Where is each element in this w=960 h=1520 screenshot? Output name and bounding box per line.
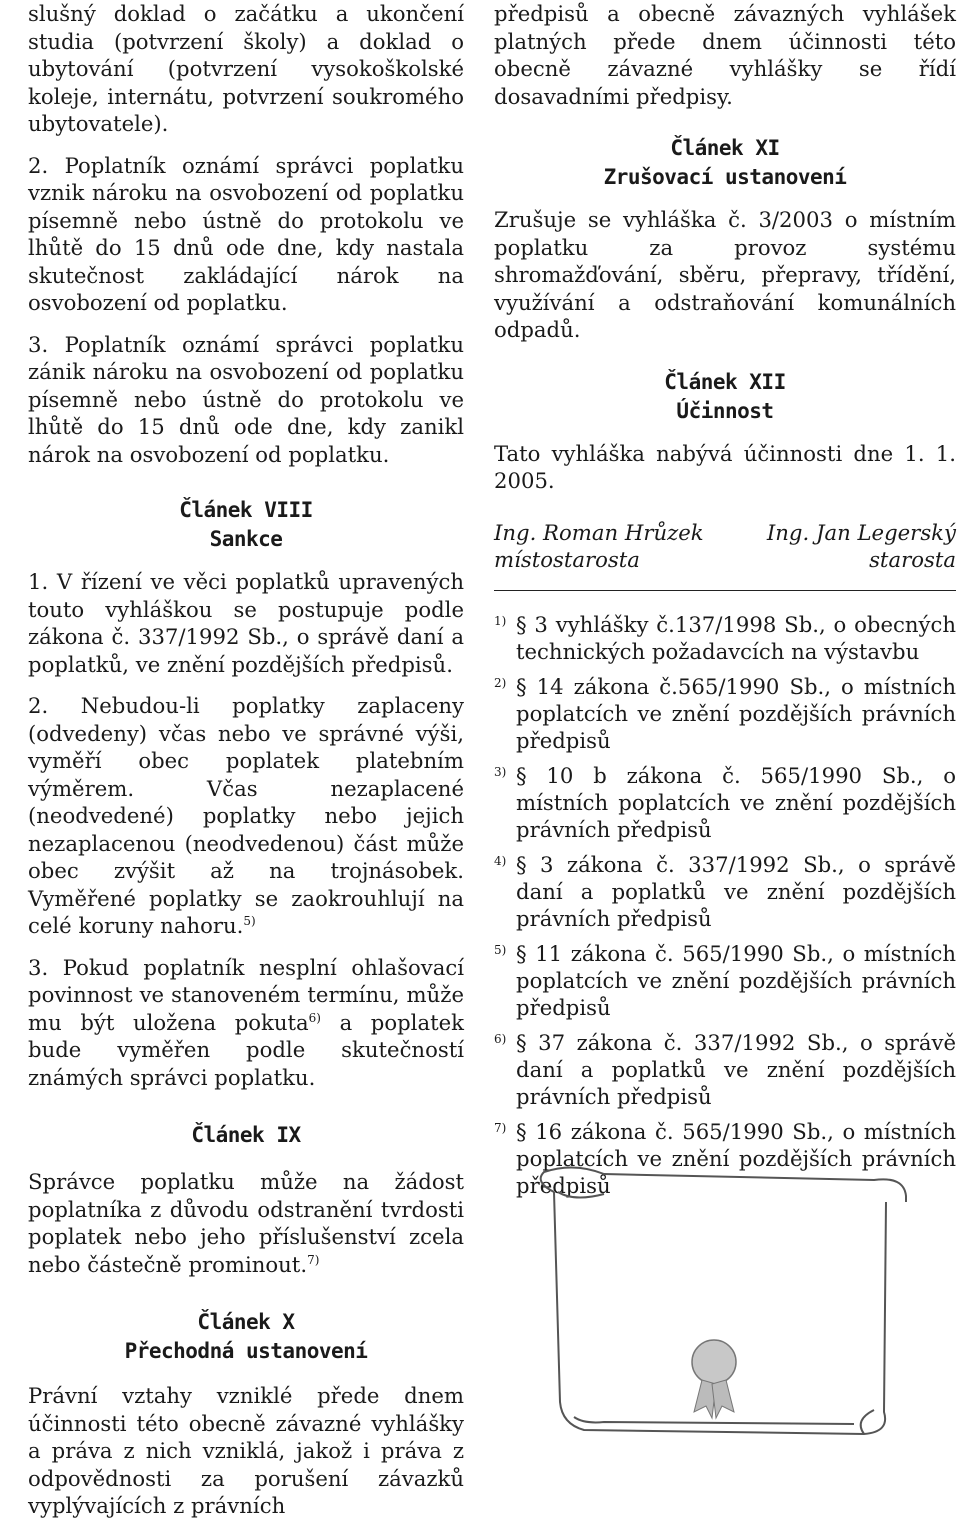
sanction-3-text-a: 3. Pokud poplatník nesplní ohlašovací povinnost ve stanoveném termínu, může mu být uložena pokuta bbox=[28, 954, 464, 1035]
article-xii-title: Účinnost bbox=[676, 398, 774, 423]
scroll-bottom-fold bbox=[574, 1417, 854, 1424]
article-viii-title: Sankce bbox=[209, 527, 283, 551]
continuation-paragraph: předpisů a obecně závazných vyhlášek platných přede dnem účinnosti této obecně závazné vyhlášky se řídí dosavadními předpisy. bbox=[494, 1, 956, 109]
footnote-number: 2) bbox=[494, 675, 507, 690]
footnote-number: 1) bbox=[494, 613, 507, 628]
sanction-3-text-b: a poplatek bude vyměřen podle skutečností známých správci poplatku. bbox=[28, 1009, 464, 1090]
scroll-seal-illustration bbox=[514, 1162, 922, 1438]
footnote-item bbox=[494, 1029, 956, 1110]
left-column bbox=[28, 0, 464, 1520]
footnote-number: 6) bbox=[494, 1031, 507, 1046]
vice-mayor-name: Ing. Roman Hrůzek bbox=[494, 519, 704, 545]
footnote-text: § 10 b zákona č. 565/1990 Sb., o místních poplatcích ve znění pozdějších právních předpisů bbox=[516, 762, 956, 842]
footnote-ref: 6) bbox=[308, 1010, 321, 1025]
footnote-number: 7) bbox=[494, 1120, 507, 1135]
footnote-ref: 7) bbox=[307, 1252, 320, 1267]
footnote-item bbox=[494, 940, 956, 1021]
footnotes bbox=[494, 611, 956, 1199]
footnote-number: 3) bbox=[494, 764, 507, 779]
footnote-item bbox=[494, 611, 956, 665]
footnote-number: 5) bbox=[494, 942, 507, 957]
sanction-3 bbox=[28, 954, 464, 1092]
article-ix-number: Článek IX bbox=[191, 1123, 301, 1147]
vice-mayor-role: místostarosta bbox=[494, 547, 640, 572]
footnote-number: 4) bbox=[494, 853, 507, 868]
paragraph-2: 2. Poplatník oznámí správci poplatku vznik nároku na osvobození od poplatku písemně nebo ústně do protokolu ve lhůtě do 15 dnů ode dne, kdy nastala skutečnost zakládající nárok na osvobození od poplatku. bbox=[28, 152, 464, 315]
article-x-number: Článek X bbox=[197, 1310, 295, 1334]
seal-ribbon-right bbox=[712, 1380, 734, 1418]
footnote-item bbox=[494, 851, 956, 932]
article-ix-body: Správce poplatku může na žádost poplatníka z důvodu odstranění tvrdosti poplatek nebo jeho příslušenství zcela nebo částečně prominout. bbox=[28, 1169, 464, 1277]
article-ix-text bbox=[28, 1168, 464, 1278]
article-xi-heading bbox=[494, 134, 956, 192]
article-xi-text: Zrušuje se vyhláška č. 3/2003 o místním poplatku za provoz systému shromažďování, sběru, přepravy, třídění, využívání a odstraňování komunálních odpadů. bbox=[494, 207, 956, 342]
sanction-2 bbox=[28, 692, 464, 940]
footnote-item bbox=[494, 762, 956, 843]
article-x-heading bbox=[28, 1308, 464, 1366]
signature-names bbox=[494, 519, 956, 547]
footnote-text: § 3 zákona č. 337/1992 Sb., o správě daní a poplatků ve znění pozdějších právních předpisů bbox=[516, 851, 956, 931]
article-xi-title: Zrušovací ustanovení bbox=[603, 165, 847, 189]
right-column bbox=[494, 0, 956, 1207]
article-x-title: Přechodná ustanovení bbox=[124, 1339, 368, 1363]
seal-icon bbox=[692, 1340, 736, 1418]
article-ix-heading bbox=[28, 1121, 464, 1150]
footnote-ref: 5) bbox=[243, 913, 256, 928]
paragraph-3: 3. Poplatník oznámí správci poplatku zánik nároku na osvobození od poplatku písemně nebo ústně do protokolu ve lhůtě do 15 dnů ode dne, kdy zanikl nárok na osvobození od poplatku. bbox=[28, 331, 464, 467]
article-xi-number: Článek XI bbox=[670, 136, 780, 160]
mayor-name: Ing. Jan Legerský bbox=[766, 519, 956, 545]
footnote-text: § 37 zákona č. 337/1992 Sb., o správě daní a poplatků ve znění pozdějších právních předpisů bbox=[516, 1029, 956, 1109]
scroll-curl-left bbox=[558, 1192, 604, 1198]
signature-roles bbox=[494, 546, 956, 574]
article-xii-number: Článek XII bbox=[664, 369, 786, 394]
footnote-divider bbox=[494, 590, 956, 591]
footnote-text: § 16 zákona č. 565/1990 Sb., o místních poplatcích ve znění pozdějších právních předpisů bbox=[516, 1118, 956, 1198]
article-viii-number: Článek VIII bbox=[179, 498, 313, 522]
footnote-text: § 3 vyhlášky č.137/1998 Sb., o obecných technických požadavcích na výstavbu bbox=[516, 611, 956, 664]
intro-paragraph: slušný doklad o začátku a ukončení studia (potvrzení školy) a doklad o ubytování (potvrzení vysokoškolské koleje, internátu, potvrzení soukromého ubytovatele). bbox=[28, 1, 464, 136]
article-x-text: Právní vztahy vzniklé přede dnem účinnosti této obecně závazné vyhlášky a práva z nich vzniklá, jakož i práva z odpovědnosti za porušení závazků vyplývajících z právních bbox=[28, 1383, 464, 1518]
seal-disc bbox=[692, 1340, 736, 1384]
scroll-curl-right bbox=[861, 1410, 874, 1434]
footnote-text: § 14 zákona č.565/1990 Sb., o místních poplatcích ve znění pozdějších právních předpisů bbox=[516, 673, 956, 753]
article-xii-text: Tato vyhláška nabývá účinnosti dne 1. 1. 2005. bbox=[494, 440, 956, 493]
article-viii-heading bbox=[28, 496, 464, 554]
sanction-2-text: 2. Nebudou-li poplatky zaplaceny (odvedeny) včas nebo ve správné výši, vyměří obec poplatek platebním výměrem. Včas nezaplacené (neodvedené) poplatky nebo jejich nezaplacenou (neodvedenou) část může obec zvýšit až na trojnásobek. Vyměřené poplatky se zaokrouhlují na celé koruny nahoru. bbox=[28, 693, 464, 938]
sanction-1: 1. V řízení ve věci poplatků upravených touto vyhláškou se postupuje podle zákona č. 337/1992 Sb., o správě daní a poplatků, ve znění pozdějších předpisů. bbox=[28, 569, 464, 677]
signatures bbox=[494, 519, 956, 574]
mayor-role: starosta bbox=[869, 547, 956, 572]
footnote-item bbox=[494, 673, 956, 754]
footnote-text: § 11 zákona č. 565/1990 Sb., o místních poplatcích ve znění pozdějších právních předpisů bbox=[516, 940, 956, 1020]
article-xii-heading bbox=[494, 368, 956, 426]
